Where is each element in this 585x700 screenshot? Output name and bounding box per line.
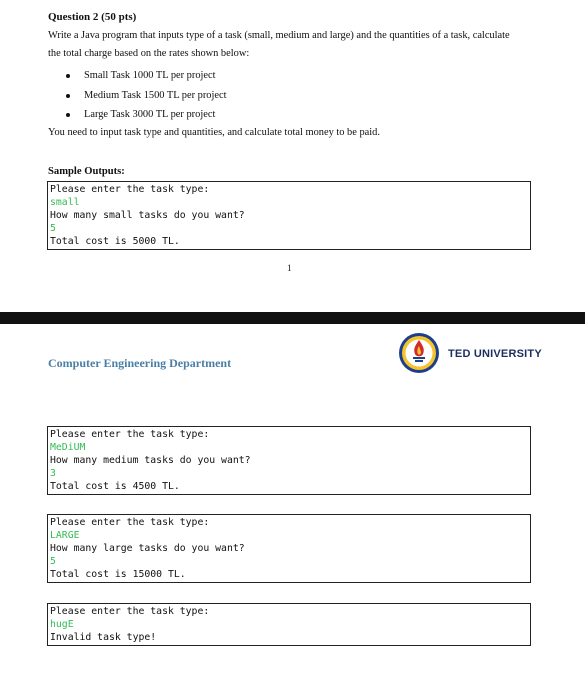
console-output-small	[47, 181, 531, 250]
console-input: MeDiUM	[50, 442, 86, 453]
question-intro	[48, 27, 548, 63]
question-title: Question 2 (50 pts)	[48, 11, 137, 23]
bullet-icon	[66, 74, 70, 78]
console-input: small	[50, 197, 80, 208]
bullet-icon	[66, 94, 70, 98]
console-result: Total cost is 5000 TL.	[50, 236, 180, 247]
console-input: LARGE	[50, 530, 80, 541]
university-name: TED UNIVERSITY	[448, 348, 542, 360]
university-logo-icon	[398, 332, 440, 374]
page-divider	[0, 312, 585, 324]
console-input: 5	[50, 556, 56, 567]
console-input: hugE	[50, 619, 74, 630]
console-input: 3	[50, 468, 56, 479]
console-output-large	[47, 514, 531, 583]
console-prompt: Please enter the task type:	[50, 517, 210, 528]
console-prompt: How many medium tasks do you want?	[50, 455, 251, 466]
intro-line-1: Write a Java program that inputs type of a task (small, medium and large) and the quantities of a task, calculate	[48, 30, 510, 41]
sample-heading: Sample Outputs:	[48, 166, 125, 177]
console-result: Total cost is 4500 TL.	[50, 481, 180, 492]
rate-item-small: Small Task 1000 TL per project	[66, 66, 227, 86]
department-name: Computer Engineering Department	[48, 356, 232, 370]
intro-line-2: the total charge based on the rates shown below:	[48, 48, 250, 59]
rate-item-medium: Medium Task 1500 TL per project	[66, 86, 227, 106]
console-result: Total cost is 15000 TL.	[50, 569, 186, 580]
console-output-invalid	[47, 603, 531, 646]
bullet-icon	[66, 113, 70, 117]
console-result: Invalid task type!	[50, 632, 157, 643]
rate-list	[66, 66, 227, 125]
console-prompt: Please enter the task type:	[50, 429, 210, 440]
console-input: 5	[50, 223, 56, 234]
console-prompt: Please enter the task type:	[50, 184, 210, 195]
question-closing: You need to input task type and quantities, and calculate total money to be paid.	[48, 127, 380, 138]
console-prompt: Please enter the task type:	[50, 606, 210, 617]
console-output-medium	[47, 426, 531, 495]
page-number: 1	[287, 263, 292, 273]
rate-item-large: Large Task 3000 TL per project	[66, 105, 227, 125]
console-prompt: How many small tasks do you want?	[50, 210, 245, 221]
console-prompt: How many large tasks do you want?	[50, 543, 245, 554]
